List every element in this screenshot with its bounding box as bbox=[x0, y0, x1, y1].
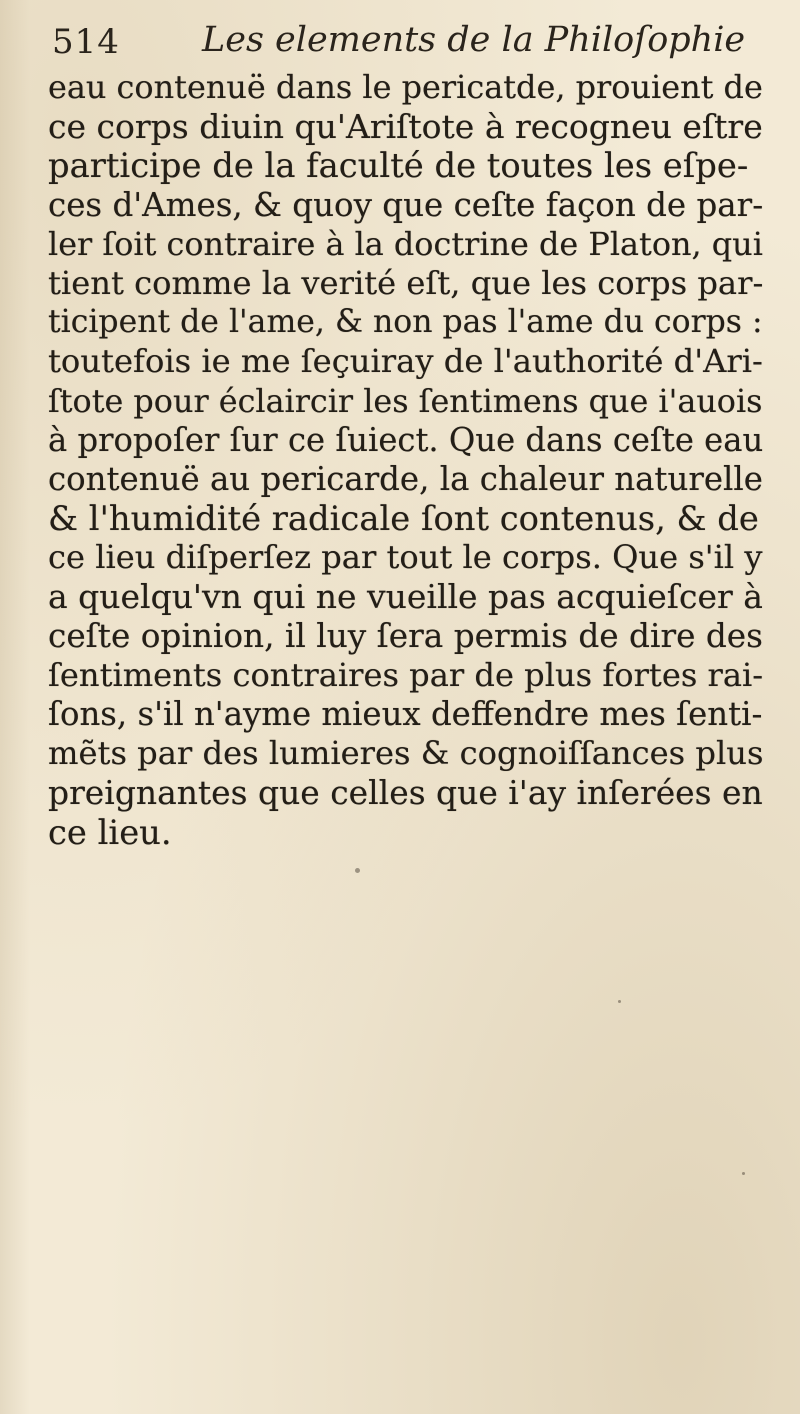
text-line: ceſte opinion, il luy ſera permis de dire des bbox=[48, 616, 763, 655]
text-line: ces d'Ames, & quoy que ceſte façon de par- bbox=[48, 185, 764, 224]
text-line: ſons, s'il n'ayme mieux deffendre mes ſenti- bbox=[48, 695, 763, 733]
text-line: à propoſer ſur ce ſuiect. Que dans ceſte eau bbox=[48, 420, 764, 459]
text-line: ſtote pour éclaircir les ſentimens que i'auois bbox=[48, 381, 763, 420]
text-line: participe de la faculté de toutes les eſpe- bbox=[48, 146, 749, 186]
ink-speck bbox=[742, 1172, 745, 1175]
text-line: contenuë au pericarde, la chaleur naturelle bbox=[48, 459, 763, 498]
text-line: ler ſoit contraire à la doctrine de Platon, qui bbox=[48, 224, 763, 263]
text-line: ce corps diuin qu'Ariſtote à recogneu eſtre bbox=[48, 107, 763, 147]
text-line: ce lieu diſperſez par tout le corps. Que s'il y bbox=[48, 538, 763, 577]
page-number: 514 bbox=[52, 22, 120, 62]
text-line: eau contenuë dans le pericatde, prouient de bbox=[48, 68, 763, 106]
running-title: Les elements de la Philoſophie bbox=[202, 20, 746, 60]
ink-speck bbox=[355, 868, 360, 873]
text-line: preignantes que celles que i'ay inſerées en bbox=[48, 773, 763, 813]
ink-speck bbox=[618, 1000, 621, 1003]
text-line: mẽts par des lumieres & cognoiſſances plus bbox=[48, 734, 764, 773]
page-header bbox=[52, 18, 752, 68]
text-line: a quelqu'vn qui ne vueille pas acquieſcer à bbox=[48, 577, 763, 617]
text-line: ſentiments contraires par de plus fortes rai- bbox=[48, 655, 764, 694]
body-text bbox=[48, 68, 768, 852]
text-line: ticipent de l'ame, & non pas l'ame du corps : bbox=[48, 304, 763, 341]
text-line: toutefois ie me ſeçuiray de l'authorité d'Ari- bbox=[48, 342, 763, 381]
text-line: & l'humidité radicale ſont contenus, & de bbox=[48, 499, 759, 539]
text-line: ce lieu. bbox=[48, 812, 172, 852]
text-line: tient comme la verité eſt, que les corps par- bbox=[48, 263, 764, 302]
